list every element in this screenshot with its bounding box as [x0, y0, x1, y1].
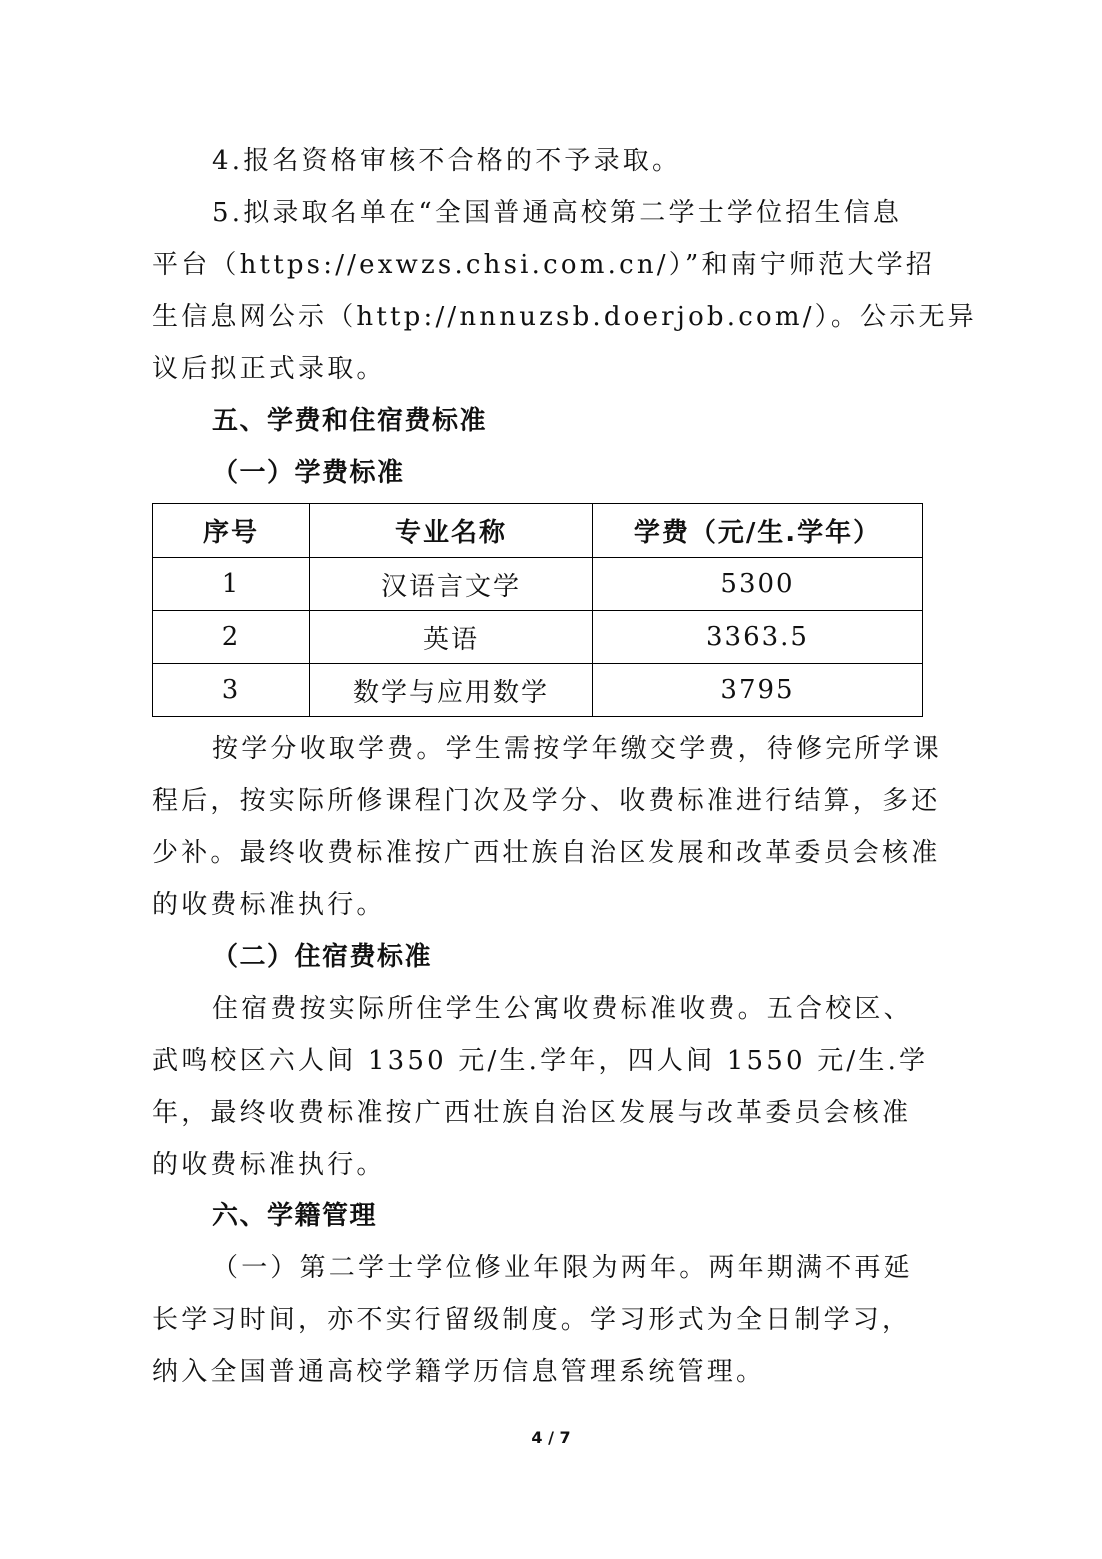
- item-4: 4.报名资格审核不合格的不予录取。: [212, 146, 682, 176]
- item-5-line-1: 5.拟录取名单在“全国普通高校第二学士学位招生信息: [212, 198, 903, 228]
- table-row: [153, 664, 923, 717]
- page-number: 4 / 7: [531, 1428, 571, 1447]
- header-index: 序号: [153, 504, 310, 558]
- housing-paragraph-line-1: 住宿费按实际所住学生公寓收费标准收费。五合校区、: [212, 994, 913, 1024]
- table-header-row: [153, 504, 923, 558]
- status-paragraph-line-2: 长学习时间，亦不实行留级制度。学习形式为全日制学习，: [152, 1305, 912, 1335]
- item-5-line-2: 平台（https://exwzs.chsi.com.cn/）”和南宁师范大学招: [152, 250, 936, 280]
- tuition-paragraph-line-2: 程后，按实际所修课程门次及学分、收费标准进行结算，多还: [152, 786, 941, 816]
- status-paragraph-line-1: （一）第二学士学位修业年限为两年。两年期满不再延: [212, 1253, 913, 1283]
- header-major: 专业名称: [310, 504, 593, 558]
- housing-paragraph-line-4: 的收费标准执行。: [152, 1150, 386, 1180]
- section-6-title: 六、学籍管理: [212, 1201, 378, 1231]
- cell-major: 数学与应用数学: [310, 664, 593, 717]
- header-fee: 学费（元/生.学年）: [593, 504, 923, 558]
- section-5-title: 五、学费和住宿费标准: [212, 406, 488, 436]
- cell-major: 英语: [310, 611, 593, 664]
- item-5-line-4: 议后拟正式录取。: [152, 354, 386, 384]
- table-row: [153, 558, 923, 611]
- cell-index: 2: [153, 611, 310, 664]
- tuition-paragraph-line-3: 少补。最终收费标准按广西壮族自治区发展和改革委员会核准: [152, 838, 941, 868]
- item-5-line-3: 生信息网公示（http://nnnuzsb.doerjob.com/）。公示无异: [152, 302, 977, 332]
- housing-paragraph-line-2: 武鸣校区六人间 1350 元/生.学年，四人间 1550 元/生.学: [152, 1046, 929, 1076]
- tuition-table: [152, 503, 923, 717]
- cell-fee: 3363.5: [593, 611, 923, 664]
- tuition-subtitle: （一）学费标准: [212, 458, 405, 488]
- status-paragraph-line-3: 纳入全国普通高校学籍学历信息管理系统管理。: [152, 1357, 766, 1387]
- cell-index: 1: [153, 558, 310, 611]
- cell-major: 汉语言文学: [310, 558, 593, 611]
- housing-subtitle: （二）住宿费标准: [212, 942, 433, 972]
- cell-fee: 3795: [593, 664, 923, 717]
- tuition-paragraph-line-1: 按学分收取学费。学生需按学年缴交学费，待修完所学课: [212, 734, 943, 764]
- cell-fee: 5300: [593, 558, 923, 611]
- table-row: [153, 611, 923, 664]
- tuition-paragraph-line-4: 的收费标准执行。: [152, 890, 386, 920]
- housing-paragraph-line-3: 年，最终收费标准按广西壮族自治区发展与改革委员会核准: [152, 1098, 912, 1128]
- cell-index: 3: [153, 664, 310, 717]
